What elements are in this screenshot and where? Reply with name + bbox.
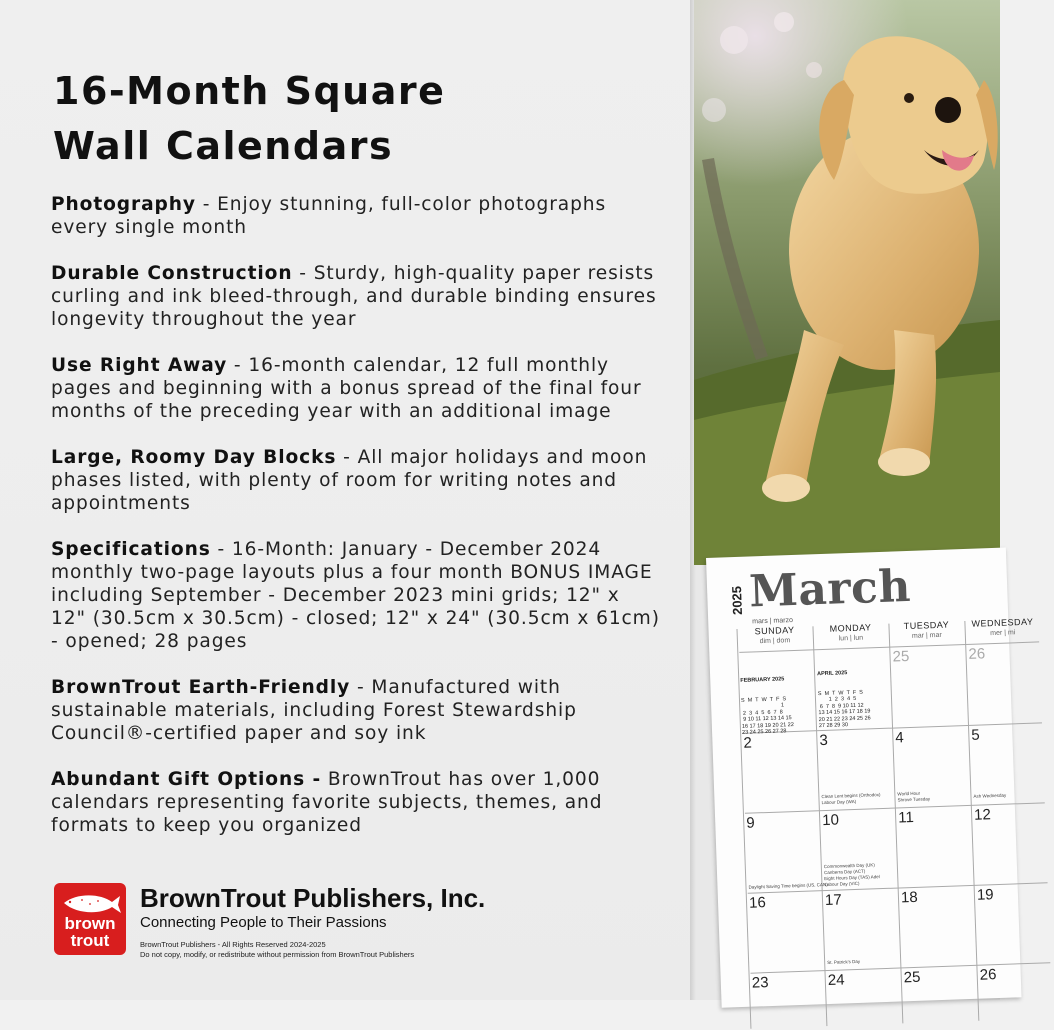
date-cell: 10 — [821, 811, 840, 830]
mini-calendar-april — [817, 656, 872, 742]
mini-calendar-title: APRIL 2025 — [817, 670, 848, 678]
feature-title: Durable Construction — [51, 263, 293, 284]
mini-calendar-grid: S M T W T F S 1 2 3 4 5 6 7 8 9 10 11 12 13 14 15 16 17 18 19 20 21 22 23 24 25 26 27 28 — [740, 695, 794, 736]
feature-separator: - — [350, 677, 372, 698]
feature-separator: - — [195, 194, 218, 215]
legal-line-1: BrownTrout Publishers - All Rights Reserved 2024-2025 — [140, 940, 326, 949]
feature-text: All major holidays and moon phases listed, with plenty of room for writing notes and appointments — [51, 447, 648, 514]
day-name-translation: mar | mar — [911, 631, 942, 640]
feature-title: Abundant Gift Options - — [51, 769, 322, 790]
date-cell: 23 — [751, 974, 769, 992]
browntrout-logo — [54, 883, 126, 955]
day-name: TUESDAY — [903, 619, 950, 632]
date-prev-month: 25 — [892, 647, 910, 666]
mini-calendar-grid: S M T W T F S 1 2 3 4 5 6 7 8 9 10 11 12 13 14 15 16 17 18 19 20 21 22 23 24 25 26 27 28 29 30 — [817, 689, 871, 730]
feature-text: 16-month calendar, 12 full monthly pages and beginning with a bonus spread of the final four months of the preceding year with an additional image — [51, 355, 642, 422]
calendar-month-translation: mars | marzo — [752, 617, 794, 626]
feature-title: Large, Roomy Day Blocks — [51, 447, 337, 468]
publisher-tagline: Connecting People to Their Passions — [140, 914, 387, 931]
feature-separator: - — [292, 263, 314, 284]
holiday-note: Clean Lent begins (Orthodox) Labour Day (WA) — [821, 792, 881, 806]
date-prev-month: 26 — [968, 645, 986, 663]
feature-separator: - — [336, 447, 358, 468]
date-cell: 3 — [819, 731, 829, 750]
feature-text: Sturdy, high-quality paper resists curling and ink bleed-through, and durable binding ensures longevity throughout the year — [51, 263, 657, 330]
feature-text: BrownTrout has over 1,000 calendars representing favorite subjects, themes, and formats to keep you organized — [51, 769, 603, 836]
date-cell: 12 — [973, 806, 992, 824]
calendar-page — [706, 548, 1034, 1008]
logo-text-brown: brown — [64, 914, 116, 933]
feature-title: BrownTrout Earth-Friendly — [51, 677, 351, 698]
date-cell: 19 — [976, 886, 994, 904]
legal-notice — [140, 940, 414, 960]
day-name: MONDAY — [829, 622, 872, 634]
date-cell: 16 — [748, 894, 767, 912]
logo-text-trout: trout — [70, 931, 110, 950]
feature-separator — [321, 769, 328, 790]
golden-retriever-photo — [694, 0, 1000, 565]
day-header-wednesday — [964, 616, 1041, 638]
headline — [53, 64, 653, 174]
holiday-note: Ash Wednesday — [973, 792, 1007, 799]
dog-photo-illustration — [694, 0, 1000, 565]
feature-title: Use Right Away — [51, 355, 228, 376]
holiday-note: Commonwealth Day (UK) Canberra Day (ACT) Eight Hours Day (TAS) Adel Labour Day (VIC) — [823, 862, 880, 888]
date-cell: 9 — [745, 814, 755, 832]
feature-text: 16-Month: January - December 2024 monthly two-page layouts plus a four month BONUS IMAGE including September - December 2023 mini grids; 12" x 12" (30.5cm x 30.5cm) - closed; 12" x 24" (30.5cm x 61cm) - opened; 28 pages — [51, 539, 660, 652]
date-cell: 25 — [903, 968, 921, 987]
brand-block — [54, 883, 614, 963]
day-header-monday — [812, 622, 889, 644]
day-name: WEDNESDAY — [971, 616, 1034, 629]
feature-item — [51, 193, 661, 239]
date-cell: 4 — [895, 729, 905, 747]
day-name-translation: lun | lun — [838, 634, 864, 643]
date-cell: 11 — [897, 808, 915, 827]
day-name-translation: dim | dom — [759, 637, 791, 646]
legal-line-2: Do not copy, modify, or redistribute without permission from BrownTrout Publishers — [140, 950, 415, 959]
feature-title: Specifications — [51, 539, 211, 560]
feature-item — [51, 768, 661, 837]
publisher-name: BrownTrout Publishers, Inc. — [140, 883, 486, 913]
feature-list — [51, 193, 661, 860]
holiday-note: World Hour Shrove Tuesday — [897, 790, 931, 803]
feature-title: Photography — [51, 194, 196, 215]
day-name: SUNDAY — [754, 624, 795, 637]
date-cell: 24 — [827, 971, 845, 990]
mini-calendar-title: FEBRUARY 2025 — [740, 676, 785, 684]
date-cell: 18 — [900, 888, 918, 907]
feature-item — [51, 446, 661, 515]
date-cell: 26 — [979, 966, 997, 984]
date-cell: 5 — [971, 726, 980, 744]
feature-item — [51, 354, 661, 423]
feature-text: Manufactured with sustainable materials, including Forest Stewardship Council®-certified paper and soy ink — [51, 677, 577, 744]
headline-line-2: Wall Calendars — [53, 124, 394, 168]
holiday-note: Daylight Saving Time begins (US, CAN) — [748, 881, 828, 890]
date-cell: 2 — [743, 734, 753, 752]
feature-separator: - — [210, 539, 232, 560]
feature-item — [51, 538, 661, 653]
date-cell: 17 — [824, 891, 843, 910]
headline-line-1: 16-Month Square — [53, 69, 446, 113]
feature-text: Enjoy stunning, full-color photographs every single month — [51, 194, 607, 238]
holiday-note: St. Patrick's Day — [827, 958, 861, 966]
calendar-month: March — [748, 560, 912, 618]
feature-separator: - — [227, 355, 249, 376]
day-header-sunday — [736, 624, 813, 646]
feature-item — [51, 262, 661, 331]
day-name-translation: mer | mi — [990, 629, 1016, 638]
day-header-tuesday — [888, 619, 965, 641]
calendar-year: 2025 — [729, 585, 746, 616]
feature-item — [51, 676, 661, 745]
